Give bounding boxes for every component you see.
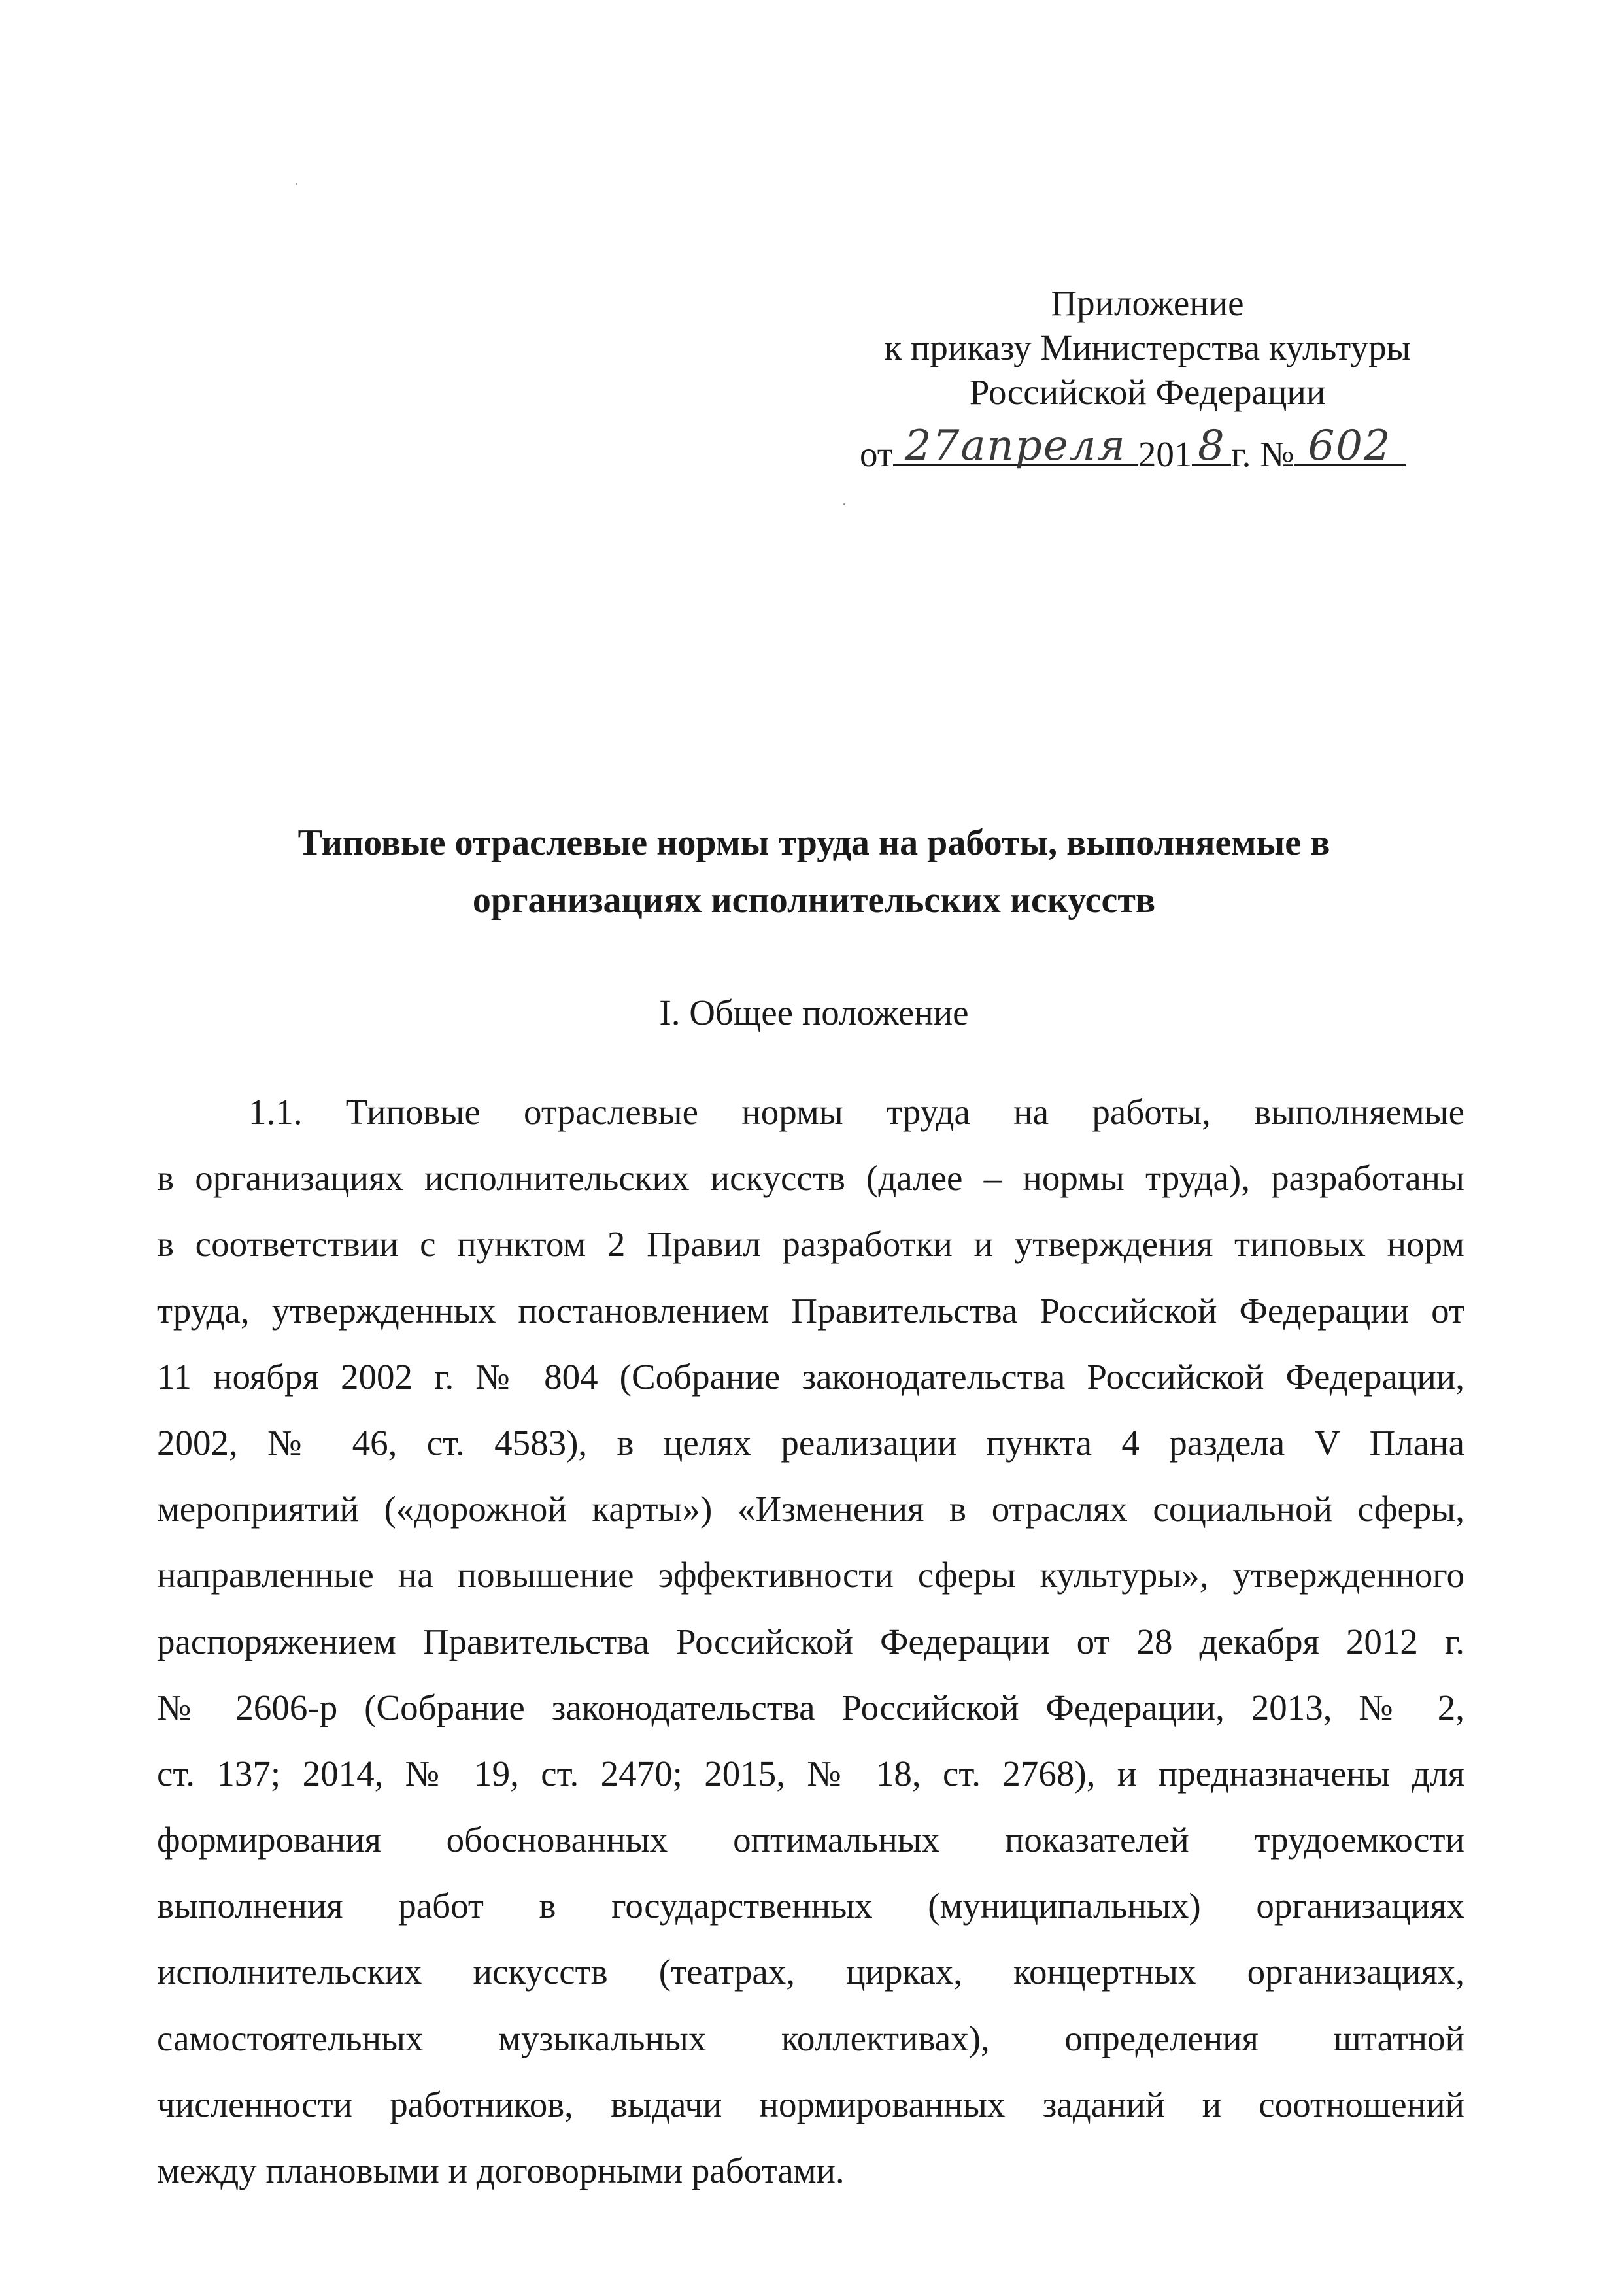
- appendix-label: Приложение: [1051, 283, 1244, 323]
- title-line: Типовые отраслевые нормы труда на работы, выполняемые в: [297, 823, 1330, 863]
- paragraph-line: формирования обоснованных оптимальных показателей трудоемкости: [157, 1820, 1464, 1860]
- section-heading: I. Общее положение: [659, 993, 969, 1032]
- paragraph-line: мероприятий («дорожной карты») «Изменения в отраслях социальной сферы,: [157, 1489, 1464, 1529]
- scan-speck: [843, 503, 845, 505]
- handwritten-date: 27апреля: [904, 422, 1126, 470]
- paragraph-line: самостоятельных музыкальных коллективах), определения штатной: [157, 2018, 1464, 2058]
- appendix-order-ref: к приказу Министерства культуры: [884, 328, 1411, 367]
- year-prefix: 201: [1138, 434, 1193, 474]
- appendix-header: [771, 281, 1523, 415]
- handwritten-date-field: [893, 422, 1138, 470]
- appendix-federation: Российской Федерации: [969, 372, 1326, 412]
- date-prefix: от: [860, 434, 893, 474]
- document-title: [196, 814, 1432, 929]
- paragraph-line: распоряжением Правительства Российской Федерации от 28 декабря 2012 г.: [157, 1621, 1464, 1661]
- paragraph-line: 11 ноября 2002 г. № 804 (Собрание законодательства Российской Федерации,: [157, 1356, 1464, 1397]
- paragraph-line: 1.1. Типовые отраслевые нормы труда на работы, выполняемые: [248, 1092, 1464, 1132]
- order-date-line: [860, 424, 1514, 483]
- paragraph-line: направленные на повышение эффективности сферы культуры», утвержденного: [157, 1555, 1464, 1595]
- paragraph-line: исполнительских искусств (театрах, цирках, концертных организациях,: [157, 1952, 1464, 1992]
- paragraph-line: труда, утвержденных постановлением Правительства Российской Федерации от: [157, 1290, 1464, 1331]
- title-line: организациях исполнительских искусств: [472, 880, 1156, 921]
- paragraph-line: в соответствии с пунктом 2 Правил разработки и утверждения типовых норм: [157, 1224, 1464, 1265]
- paragraph-line: № 2606-р (Собрание законодательства Российской Федерации, 2013, № 2,: [157, 1687, 1464, 1727]
- handwritten-number: 602: [1308, 422, 1392, 470]
- paragraph-line: 2002, № 46, ст. 4583), в целях реализации пункта 4 раздела V Плана: [157, 1422, 1464, 1463]
- paragraph-line: численности работников, выдачи нормированных заданий и соотношений: [157, 2084, 1464, 2124]
- paragraph-line: выполнения работ в государственных (муниципальных) организациях: [157, 1886, 1464, 1926]
- paragraph-line: между плановыми и договорными работами.: [157, 2150, 845, 2190]
- year-suffix: г. №: [1231, 434, 1294, 474]
- paragraph-1-1: [157, 1079, 1464, 2203]
- scan-speck: [296, 183, 297, 185]
- handwritten-year-field: [1192, 422, 1231, 470]
- handwritten-number-field: [1294, 422, 1406, 470]
- paragraph-line: ст. 137; 2014, № 19, ст. 2470; 2015, № 18, ст. 2768), и предназначены для: [157, 1753, 1464, 1794]
- handwritten-year-digit: 8: [1197, 422, 1226, 470]
- paragraph-line: в организациях исполнительских искусств (далее – нормы труда), разработаны: [157, 1158, 1464, 1198]
